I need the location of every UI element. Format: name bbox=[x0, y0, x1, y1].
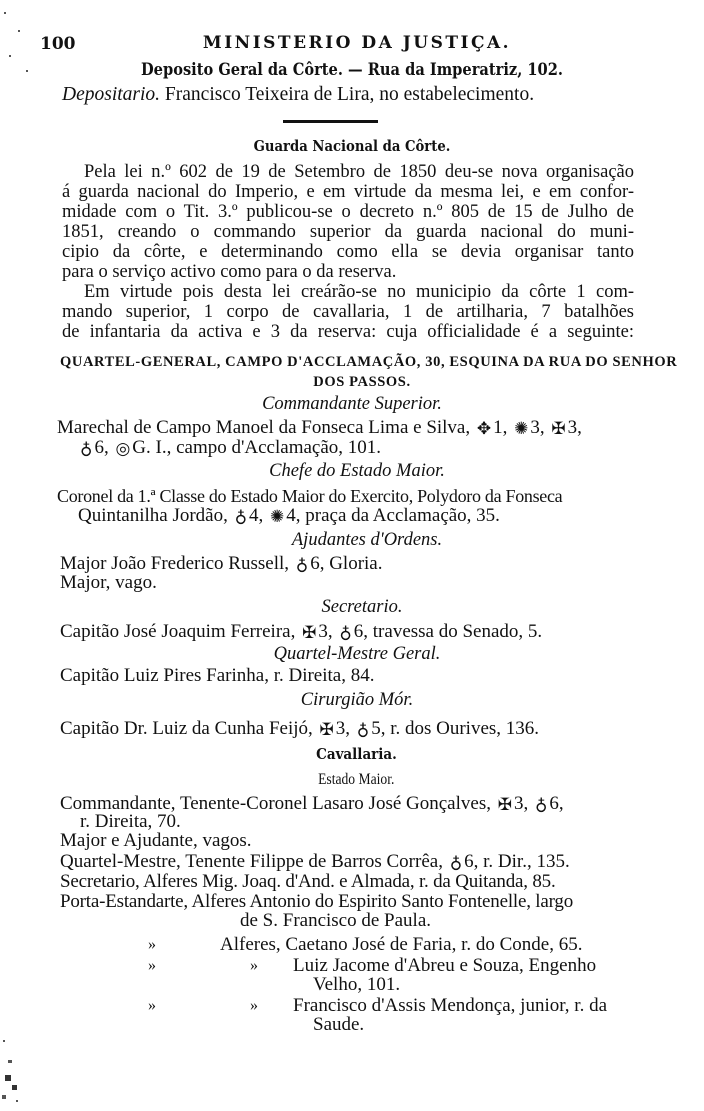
entry-text: Commandante, Tenente-Coronel Lasaro José Gonçalves, bbox=[60, 793, 496, 814]
entry-line bbox=[60, 622, 542, 642]
ditto-mark: » bbox=[148, 936, 156, 953]
para-line: para o serviço activo como para o da reserva. bbox=[62, 262, 397, 282]
order-aviz-icon: ♁ bbox=[356, 720, 370, 739]
cavallaria-row: Secretario, Alferes Mig. Joaq. d'And. e Almada, r. da Quitanda, 85. bbox=[60, 871, 556, 892]
entry-text: Capitão Dr. Luiz da Cunha Feijó, bbox=[60, 718, 318, 739]
order-rosa-icon: ✥ bbox=[476, 419, 492, 438]
entry-text: 6, bbox=[549, 793, 564, 814]
entry-line bbox=[78, 506, 500, 526]
para-line: de infantaria da activa e 3 da reserva: cuja officialidade é a seguinte: bbox=[62, 322, 634, 342]
entry-text: 4, bbox=[249, 505, 269, 526]
cavallaria-row: de S. Francisco de Paula. bbox=[240, 910, 432, 931]
para-line: mando superior, 1 corpo de cavallaria, 1 de artilharia, 7 batalhões bbox=[62, 302, 634, 322]
entry-text: Quartel-Mestre, Tenente Filippe de Barros Corrêa, bbox=[60, 851, 448, 872]
entry-text: 4, praça da Acclamação, 35. bbox=[286, 505, 500, 526]
order-cruzeiro-icon: ✺ bbox=[270, 507, 285, 526]
order-aviz-icon: ♁ bbox=[339, 623, 352, 642]
entry-line bbox=[78, 438, 381, 458]
entry-text: 6, r. Dir., 135. bbox=[464, 851, 570, 872]
ditto-mark: » bbox=[148, 997, 156, 1014]
order-cruzeiro-icon: ✺ bbox=[514, 419, 529, 438]
entry-text: 6, travessa do Senado, 5. bbox=[353, 621, 543, 642]
section-divider bbox=[283, 120, 378, 123]
order-aviz-icon: ♁ bbox=[295, 555, 309, 574]
entry-text: 6, Gloria. bbox=[310, 553, 383, 574]
alferes-entry: Alferes, Caetano José de Faria, r. do Conde, 65. bbox=[220, 934, 583, 955]
entry-line: Coronel da 1.ª Classe do Estado Maior do Exercito, Polydoro da Fonseca bbox=[57, 486, 563, 506]
ditto-mark: » bbox=[250, 997, 258, 1014]
order-christo-icon: ✠ bbox=[497, 795, 512, 814]
alferes-entry-cont: Velho, 101. bbox=[313, 974, 401, 995]
entry-text: 6, bbox=[94, 437, 114, 458]
para-line: midade com o Tit. 3.º publicou-se o decreto n.º 805 de 15 de Julho de bbox=[62, 202, 634, 222]
para-line: Pela lei n.º 602 de 19 de Setembro de 1850 deu-se nova organisação bbox=[84, 162, 634, 182]
entry-title-cirurgiao: Cirurgião Mór. bbox=[300, 690, 414, 710]
order-aviz-icon: ♁ bbox=[449, 853, 463, 872]
cavallaria-row bbox=[60, 852, 570, 872]
entry-text: 3, bbox=[513, 793, 533, 814]
entry-title-secretario: Secretario. bbox=[321, 597, 403, 617]
quartel-general-line-2: DOS PASSOS. bbox=[313, 374, 411, 390]
entry-line bbox=[60, 719, 539, 739]
quartel-general-line: QUARTEL-GENERAL, CAMPO D'ACCLAMAÇÃO, 30, ESQUINA DA RUA DO SENHOR bbox=[60, 354, 678, 370]
order-christo-icon: ✠ bbox=[319, 720, 334, 739]
entry-line: Major, vago. bbox=[60, 572, 157, 593]
deposito-heading: Deposito Geral da Côrte. — Rua da Imperatriz, 102. bbox=[140, 60, 563, 80]
para-line: á guarda nacional do Imperio, e em virtude da mesma lei, e em confor- bbox=[62, 182, 634, 202]
entry-text: 5, r. dos Ourives, 136. bbox=[371, 718, 540, 739]
para-line: cipio da côrte, e determinando como ella se devia organisar tanto bbox=[62, 242, 634, 262]
cavallaria-row: Major e Ajudante, vagos. bbox=[60, 830, 252, 851]
entry-text: Capitão José Joaquim Ferreira, bbox=[60, 621, 301, 642]
entry-title-quartel-mestre: Quartel-Mestre Geral. bbox=[273, 644, 441, 664]
ditto-mark: » bbox=[148, 957, 156, 974]
entry-text: Marechal de Campo Manoel da Fonseca Lima e Silva, bbox=[57, 417, 475, 438]
order-gi-icon: ◎ bbox=[115, 439, 131, 458]
entry-line: Capitão Luiz Pires Farinha, r. Direita, 84. bbox=[60, 665, 375, 686]
entry-line bbox=[60, 554, 383, 574]
order-aviz-icon: ♁ bbox=[534, 795, 548, 814]
ditto-mark: » bbox=[250, 957, 258, 974]
order-christo-icon: ✠ bbox=[551, 419, 566, 438]
cavallaria-subheading: Estado Maior. bbox=[318, 771, 395, 788]
entry-title-commandante: Commandante Superior. bbox=[262, 394, 442, 414]
para-line: 1851, creando o commando superior da guarda nacional do muni- bbox=[62, 222, 634, 242]
para-line: Em virtude pois desta lei creárão-se no municipio da côrte 1 com- bbox=[84, 282, 634, 302]
entry-text: 3, bbox=[318, 621, 338, 642]
entry-title-ajudantes: Ajudantes d'Ordens. bbox=[291, 530, 443, 550]
entry-text: 1, bbox=[493, 417, 513, 438]
entry-title-chefe: Chefe do Estado Maior. bbox=[269, 461, 445, 481]
order-aviz-icon: ♁ bbox=[80, 439, 93, 458]
cavallaria-heading: Cavallaria. bbox=[316, 745, 397, 763]
entry-text: Major João Frederico Russell, bbox=[60, 553, 294, 574]
entry-text: 3, bbox=[567, 417, 582, 438]
depositario-line bbox=[62, 85, 534, 105]
entry-text: 3, bbox=[335, 718, 355, 739]
guarda-heading: Guarda Nacional da Côrte. bbox=[253, 137, 451, 155]
alferes-entry: Luiz Jacome d'Abreu e Souza, Engenho bbox=[293, 955, 597, 976]
cavallaria-row: r. Direita, 70. bbox=[80, 811, 181, 832]
entry-line bbox=[57, 418, 582, 438]
entry-text: 3, bbox=[530, 417, 550, 438]
depositario-label: Depositario. bbox=[62, 84, 161, 105]
entry-text: G. I., campo d'Acclamação, 101. bbox=[132, 437, 382, 458]
alferes-entry-cont: Saude. bbox=[313, 1014, 365, 1035]
alferes-entry: Francisco d'Assis Mendonça, junior, r. da bbox=[293, 995, 608, 1016]
order-aviz-icon: ♁ bbox=[234, 507, 248, 526]
entry-text: Quintanilha Jordão, bbox=[78, 505, 233, 526]
page-number: 100 bbox=[40, 34, 76, 54]
order-christo-icon: ✠ bbox=[302, 623, 317, 642]
running-title: MINISTERIO DA JUSTIÇA. bbox=[202, 33, 512, 53]
cavallaria-row: Porta-Estandarte, Alferes Antonio do Espirito Santo Fontenelle, largo bbox=[60, 891, 574, 912]
depositario-text: Francisco Teixeira de Lira, no estabelecimento. bbox=[164, 84, 535, 105]
